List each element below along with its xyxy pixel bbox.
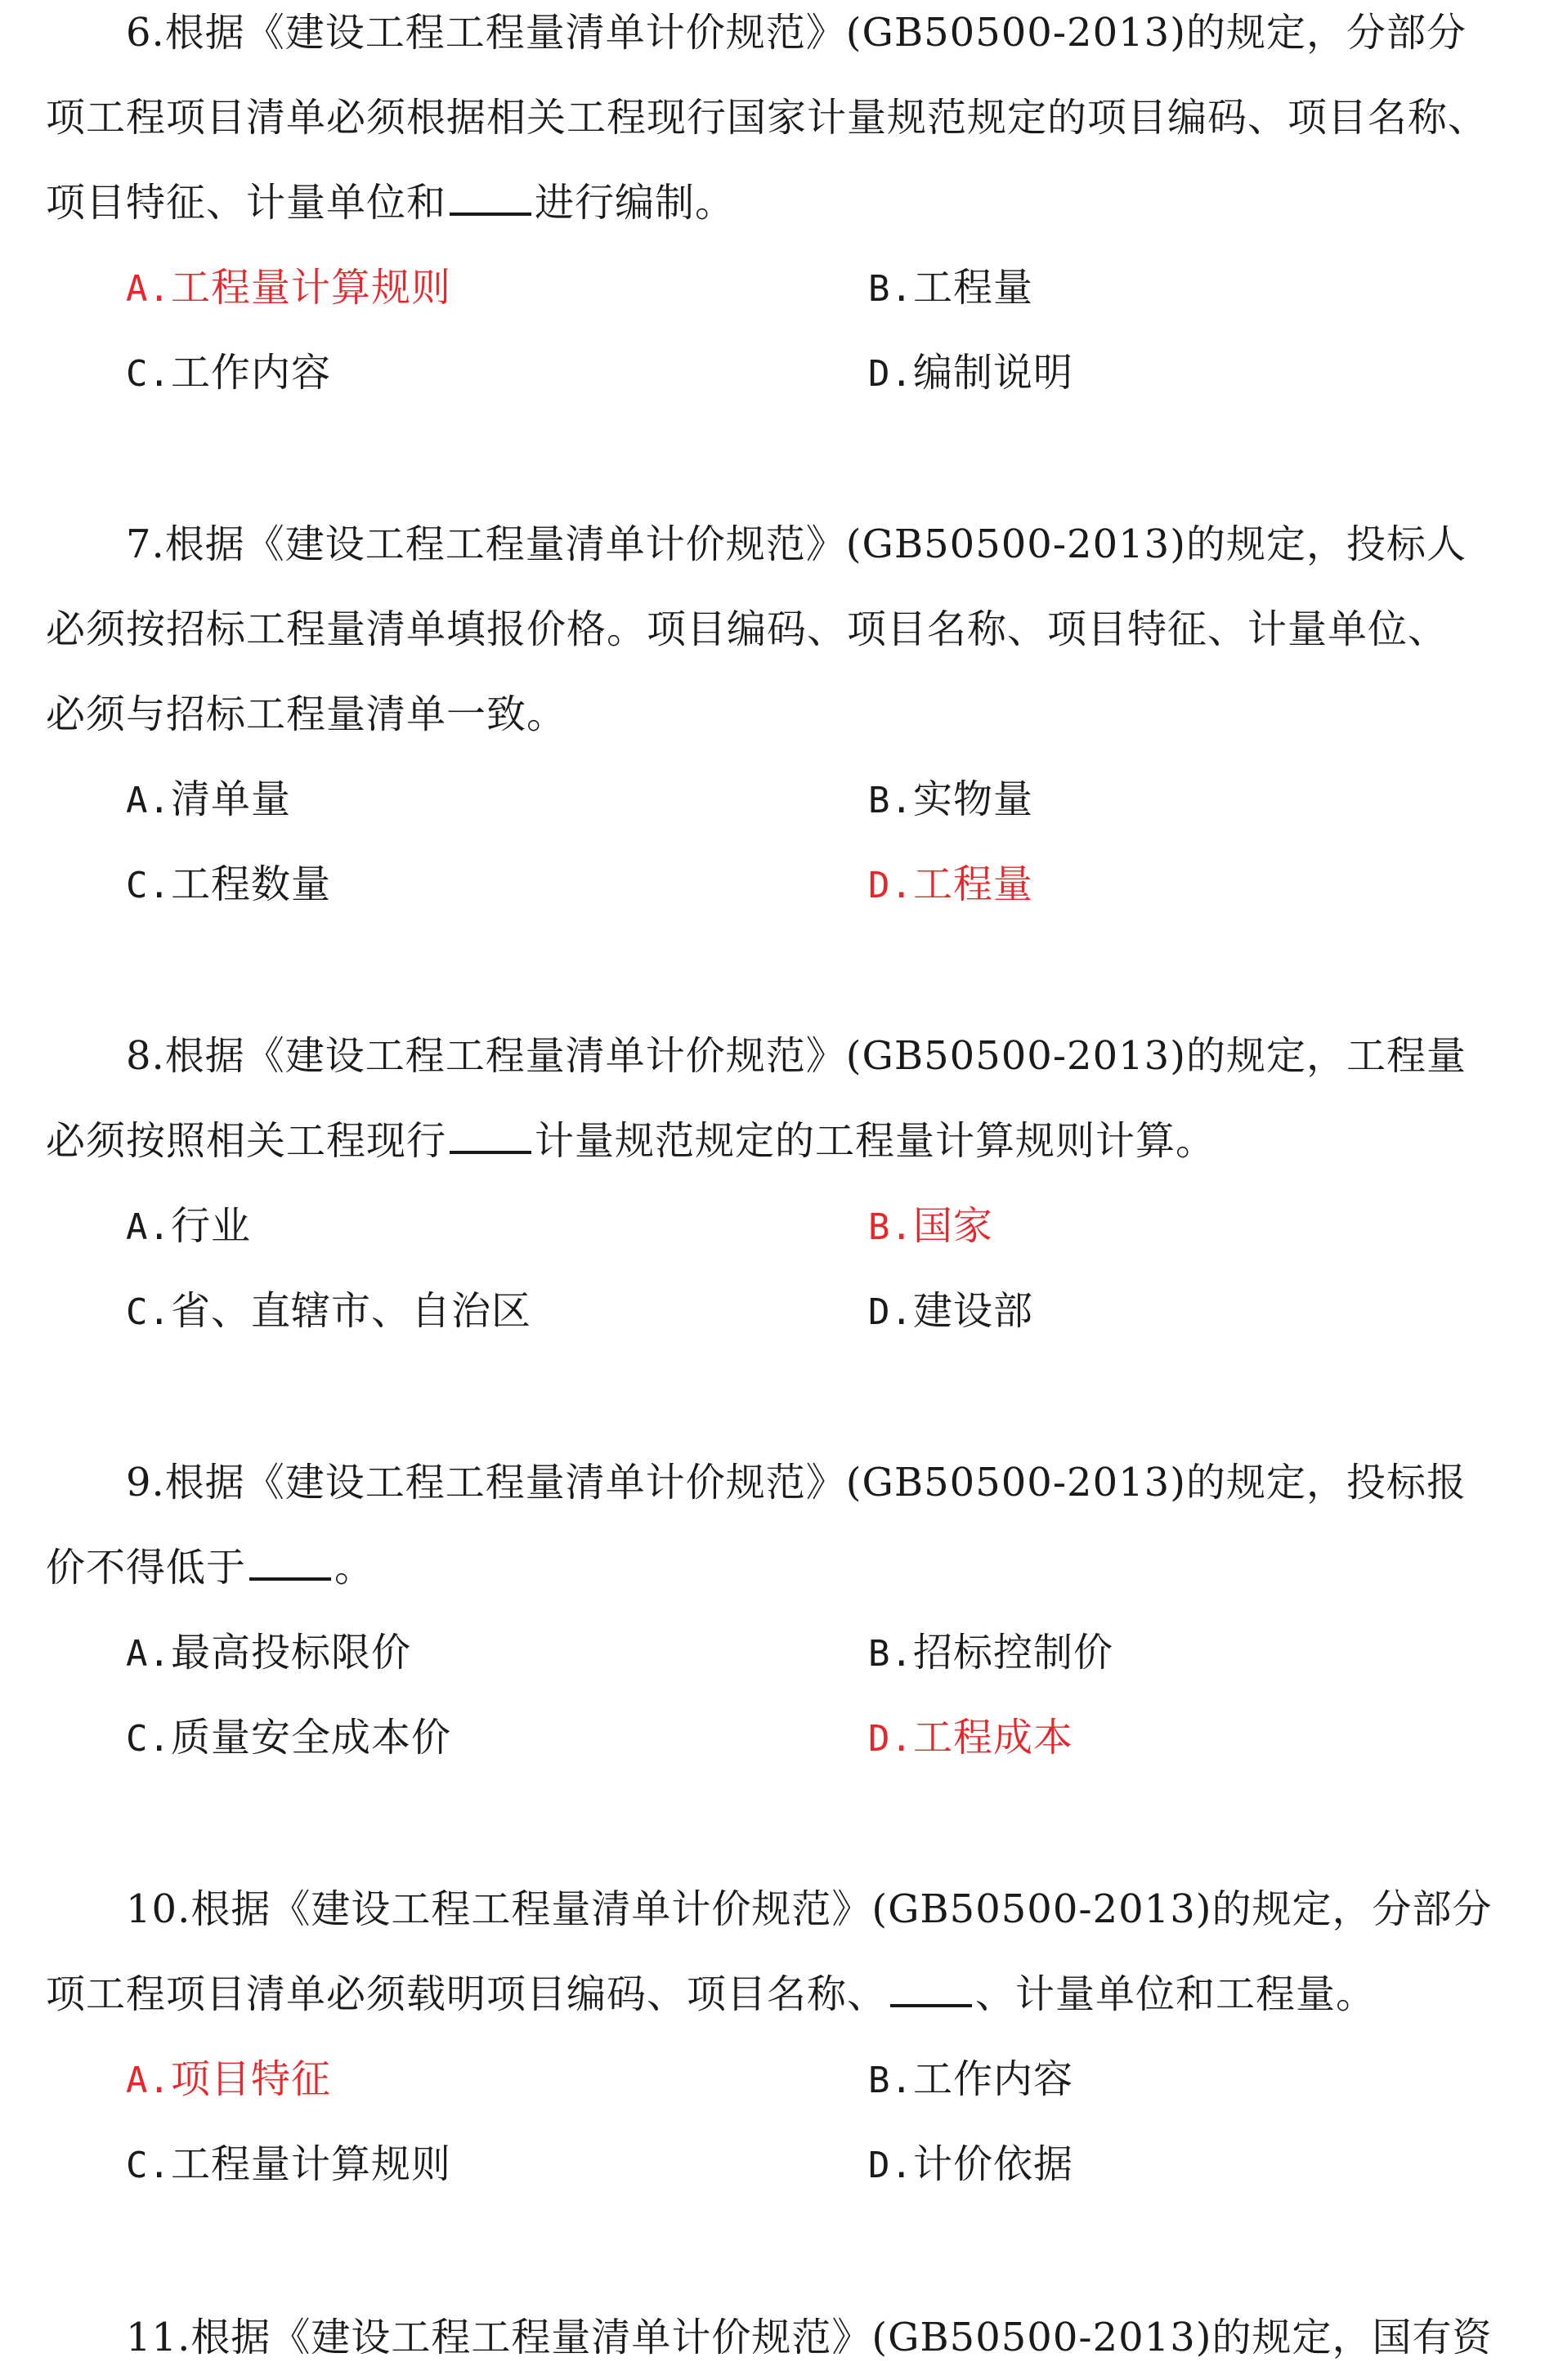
stem-line: 必须与招标工程量清单一致。 xyxy=(46,691,567,737)
option-c: C.省、直辖市、自治区 xyxy=(126,1288,531,1334)
option-b: B.工程量 xyxy=(868,265,1033,311)
stem-line: 6.根据《建设工程工程量清单计价规范》(GB50500-2013)的规定，分部分 xyxy=(126,10,1467,56)
question-11 xyxy=(46,2295,1509,2380)
option-d: D.工程量 xyxy=(868,861,1033,907)
stem-line: 价不得低于 。 xyxy=(46,1545,375,1590)
question-10 xyxy=(46,1867,1509,2207)
option-c: C.工程数量 xyxy=(126,861,331,907)
answer-blank xyxy=(249,1545,331,1581)
option-a: A.行业 xyxy=(126,1203,251,1249)
answer-blank xyxy=(450,180,531,216)
option-c: C.工程量计算规则 xyxy=(126,2141,451,2187)
question-stem xyxy=(46,2295,1509,2380)
stem-line: 8.根据《建设工程工程量清单计价规范》(GB50500-2013)的规定，工程量 xyxy=(126,1033,1467,1079)
option-c: C.工作内容 xyxy=(126,350,331,396)
question-7 xyxy=(46,502,1509,927)
question-stem xyxy=(46,502,1509,757)
question-stem xyxy=(46,1013,1509,1183)
options xyxy=(126,757,1509,927)
stem-line: 项工程项目清单必须根据相关工程现行国家计量规范规定的项目编码、项目名称、 xyxy=(46,95,1489,141)
stem-line: 项工程项目清单必须载明项目编码、项目名称、 、计量单位和工程量。 xyxy=(46,1971,1377,2017)
options xyxy=(126,2037,1509,2207)
option-b: B.工作内容 xyxy=(868,2056,1073,2102)
option-d: D.建设部 xyxy=(868,1288,1033,1334)
options xyxy=(126,1610,1509,1780)
stem-line: 7.根据《建设工程工程量清单计价规范》(GB50500-2013)的规定，投标人 xyxy=(126,521,1467,567)
options xyxy=(126,1183,1509,1353)
option-b: B.国家 xyxy=(868,1203,993,1249)
answer-blank xyxy=(450,1118,531,1154)
stem-line: 必须按招标工程量清单填报价格。项目编码、项目名称、项目特征、计量单位、 xyxy=(46,606,1449,652)
option-a: A.最高投标限价 xyxy=(126,1630,411,1675)
option-d: D.计价依据 xyxy=(868,2141,1073,2187)
question-6 xyxy=(46,0,1509,415)
options xyxy=(126,245,1509,415)
question-stem xyxy=(46,0,1509,245)
question-8 xyxy=(46,1013,1509,1353)
option-c: C.质量安全成本价 xyxy=(126,1715,451,1760)
stem-line: 10.根据《建设工程工程量清单计价规范》(GB50500-2013)的规定，分部分 xyxy=(126,1886,1493,1932)
option-b: B.实物量 xyxy=(868,776,1033,822)
question-9 xyxy=(46,1440,1509,1780)
question-stem xyxy=(46,1440,1509,1610)
stem-line: 11.根据《建设工程工程量清单计价规范》(GB50500-2013)的规定，国有资 xyxy=(126,2315,1493,2360)
option-a: A.清单量 xyxy=(126,776,291,822)
option-b: B.招标控制价 xyxy=(868,1630,1113,1675)
option-d: D.工程成本 xyxy=(868,1715,1073,1760)
question-stem xyxy=(46,1867,1509,2037)
option-d: D.编制说明 xyxy=(868,350,1073,396)
stem-line: 项目特征、计量单位和 进行编制。 xyxy=(46,180,736,226)
stem-line: 必须按照相关工程现行 计量规范规定的工程量计算规则计算。 xyxy=(46,1118,1216,1164)
stem-line: 9.根据《建设工程工程量清单计价规范》(GB50500-2013)的规定，投标报 xyxy=(126,1460,1467,1505)
answer-blank xyxy=(890,1971,972,2007)
option-a: A.工程量计算规则 xyxy=(126,265,451,311)
option-a: A.项目特征 xyxy=(126,2056,331,2102)
